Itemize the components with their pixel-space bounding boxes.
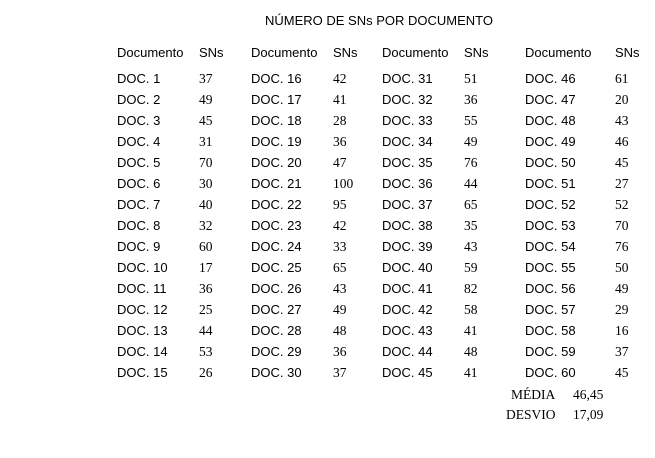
- sns-value: 33: [333, 239, 347, 254]
- sns-value: 42: [333, 218, 347, 233]
- doc-label: DOC. 50: [525, 155, 576, 170]
- sns-value: 36: [333, 134, 347, 149]
- sns-value: 30: [199, 176, 213, 191]
- column-header-documento: Documento: [117, 45, 184, 60]
- doc-label: DOC. 25: [251, 260, 302, 275]
- sns-value: 48: [333, 323, 347, 338]
- sns-value: 49: [615, 281, 629, 296]
- sns-value: 45: [615, 365, 629, 380]
- doc-label: DOC. 1: [117, 71, 161, 86]
- sns-value: 37: [199, 71, 213, 86]
- doc-label: DOC. 8: [117, 218, 161, 233]
- sns-value: 35: [464, 218, 478, 233]
- doc-label: DOC. 23: [251, 218, 302, 233]
- desvio-label: DESVIO: [506, 407, 556, 422]
- doc-label: DOC. 18: [251, 113, 302, 128]
- sns-value: 65: [464, 197, 478, 212]
- doc-label: DOC. 22: [251, 197, 302, 212]
- sns-value: 43: [464, 239, 478, 254]
- sns-value: 70: [199, 155, 213, 170]
- sns-value: 70: [615, 218, 629, 233]
- media-label: MÉDIA: [511, 387, 556, 402]
- sns-value: 36: [333, 344, 347, 359]
- doc-label: DOC. 58: [525, 323, 576, 338]
- page-title: NÚMERO DE SNs POR DOCUMENTO: [265, 13, 493, 28]
- sns-value: 55: [464, 113, 478, 128]
- sns-value: 95: [333, 197, 347, 212]
- doc-label: DOC. 53: [525, 218, 576, 233]
- doc-label: DOC. 52: [525, 197, 576, 212]
- doc-label: DOC. 27: [251, 302, 302, 317]
- doc-label: DOC. 45: [382, 365, 433, 380]
- sns-value: 42: [333, 71, 347, 86]
- sns-value: 58: [464, 302, 478, 317]
- sns-value: 41: [464, 323, 478, 338]
- doc-label: DOC. 2: [117, 92, 161, 107]
- doc-label: DOC. 37: [382, 197, 433, 212]
- sns-value: 43: [333, 281, 347, 296]
- sns-value: 53: [199, 344, 213, 359]
- sns-value: 100: [333, 176, 354, 191]
- doc-label: DOC. 21: [251, 176, 302, 191]
- doc-label: DOC. 34: [382, 134, 433, 149]
- doc-label: DOC. 39: [382, 239, 433, 254]
- sns-value: 60: [199, 239, 213, 254]
- desvio-value: 17,09: [573, 407, 604, 422]
- sns-value: 36: [464, 92, 478, 107]
- doc-label: DOC. 16: [251, 71, 302, 86]
- column-header-documento: Documento: [525, 45, 592, 60]
- sns-value: 50: [615, 260, 629, 275]
- sns-value: 47: [333, 155, 347, 170]
- doc-label: DOC. 54: [525, 239, 576, 254]
- doc-label: DOC. 29: [251, 344, 302, 359]
- sns-value: 36: [199, 281, 213, 296]
- sns-value: 59: [464, 260, 478, 275]
- sns-value: 26: [199, 365, 213, 380]
- sns-value: 45: [199, 113, 213, 128]
- doc-label: DOC. 4: [117, 134, 161, 149]
- sns-value: 49: [464, 134, 478, 149]
- doc-label: DOC. 26: [251, 281, 302, 296]
- doc-label: DOC. 9: [117, 239, 161, 254]
- sns-value: 76: [615, 239, 629, 254]
- column-header-documento: Documento: [382, 45, 449, 60]
- doc-label: DOC. 38: [382, 218, 433, 233]
- doc-label: DOC. 36: [382, 176, 433, 191]
- sns-value: 17: [199, 260, 213, 275]
- doc-label: DOC. 15: [117, 365, 168, 380]
- column-header-sns: SNs: [199, 45, 224, 60]
- doc-label: DOC. 60: [525, 365, 576, 380]
- doc-label: DOC. 20: [251, 155, 302, 170]
- doc-label: DOC. 44: [382, 344, 433, 359]
- doc-label: DOC. 31: [382, 71, 433, 86]
- sns-value: 49: [333, 302, 347, 317]
- doc-label: DOC. 43: [382, 323, 433, 338]
- doc-label: DOC. 7: [117, 197, 161, 212]
- sns-value: 61: [615, 71, 629, 86]
- doc-label: DOC. 51: [525, 176, 576, 191]
- doc-label: DOC. 35: [382, 155, 433, 170]
- sns-value: 48: [464, 344, 478, 359]
- column-header-sns: SNs: [615, 45, 640, 60]
- doc-label: DOC. 33: [382, 113, 433, 128]
- sns-value: 27: [615, 176, 629, 191]
- sns-value: 46: [615, 134, 629, 149]
- doc-label: DOC. 41: [382, 281, 433, 296]
- column-header-sns: SNs: [464, 45, 489, 60]
- doc-label: DOC. 56: [525, 281, 576, 296]
- doc-label: DOC. 13: [117, 323, 168, 338]
- sns-value: 44: [464, 176, 478, 191]
- doc-label: DOC. 6: [117, 176, 161, 191]
- sns-value: 29: [615, 302, 629, 317]
- column-header-sns: SNs: [333, 45, 358, 60]
- doc-label: DOC. 12: [117, 302, 168, 317]
- doc-label: DOC. 14: [117, 344, 168, 359]
- doc-label: DOC. 40: [382, 260, 433, 275]
- sns-value: 44: [199, 323, 213, 338]
- doc-label: DOC. 5: [117, 155, 161, 170]
- doc-label: DOC. 30: [251, 365, 302, 380]
- sns-value: 43: [615, 113, 629, 128]
- sns-value: 49: [199, 92, 213, 107]
- sns-value: 82: [464, 281, 478, 296]
- sns-value: 65: [333, 260, 347, 275]
- column-header-documento: Documento: [251, 45, 318, 60]
- doc-label: DOC. 55: [525, 260, 576, 275]
- sns-value: 41: [333, 92, 347, 107]
- sns-value: 28: [333, 113, 347, 128]
- doc-label: DOC. 59: [525, 344, 576, 359]
- doc-label: DOC. 28: [251, 323, 302, 338]
- doc-label: DOC. 57: [525, 302, 576, 317]
- doc-label: DOC. 42: [382, 302, 433, 317]
- doc-label: DOC. 32: [382, 92, 433, 107]
- sns-value: 32: [199, 218, 213, 233]
- doc-label: DOC. 3: [117, 113, 161, 128]
- sns-value: 52: [615, 197, 629, 212]
- doc-label: DOC. 10: [117, 260, 168, 275]
- sns-value: 76: [464, 155, 478, 170]
- doc-label: DOC. 11: [117, 281, 167, 296]
- doc-label: DOC. 24: [251, 239, 302, 254]
- sns-value: 40: [199, 197, 213, 212]
- doc-label: DOC. 49: [525, 134, 576, 149]
- sns-value: 31: [199, 134, 213, 149]
- doc-label: DOC. 46: [525, 71, 576, 86]
- sns-value: 16: [615, 323, 629, 338]
- sns-value: 41: [464, 365, 478, 380]
- sns-value: 25: [199, 302, 213, 317]
- doc-label: DOC. 48: [525, 113, 576, 128]
- media-value: 46,45: [573, 387, 604, 402]
- doc-label: DOC. 17: [251, 92, 302, 107]
- sns-value: 51: [464, 71, 478, 86]
- sns-value: 37: [615, 344, 629, 359]
- sns-value: 20: [615, 92, 629, 107]
- sns-value: 37: [333, 365, 347, 380]
- doc-label: DOC. 19: [251, 134, 302, 149]
- doc-label: DOC. 47: [525, 92, 576, 107]
- sns-value: 45: [615, 155, 629, 170]
